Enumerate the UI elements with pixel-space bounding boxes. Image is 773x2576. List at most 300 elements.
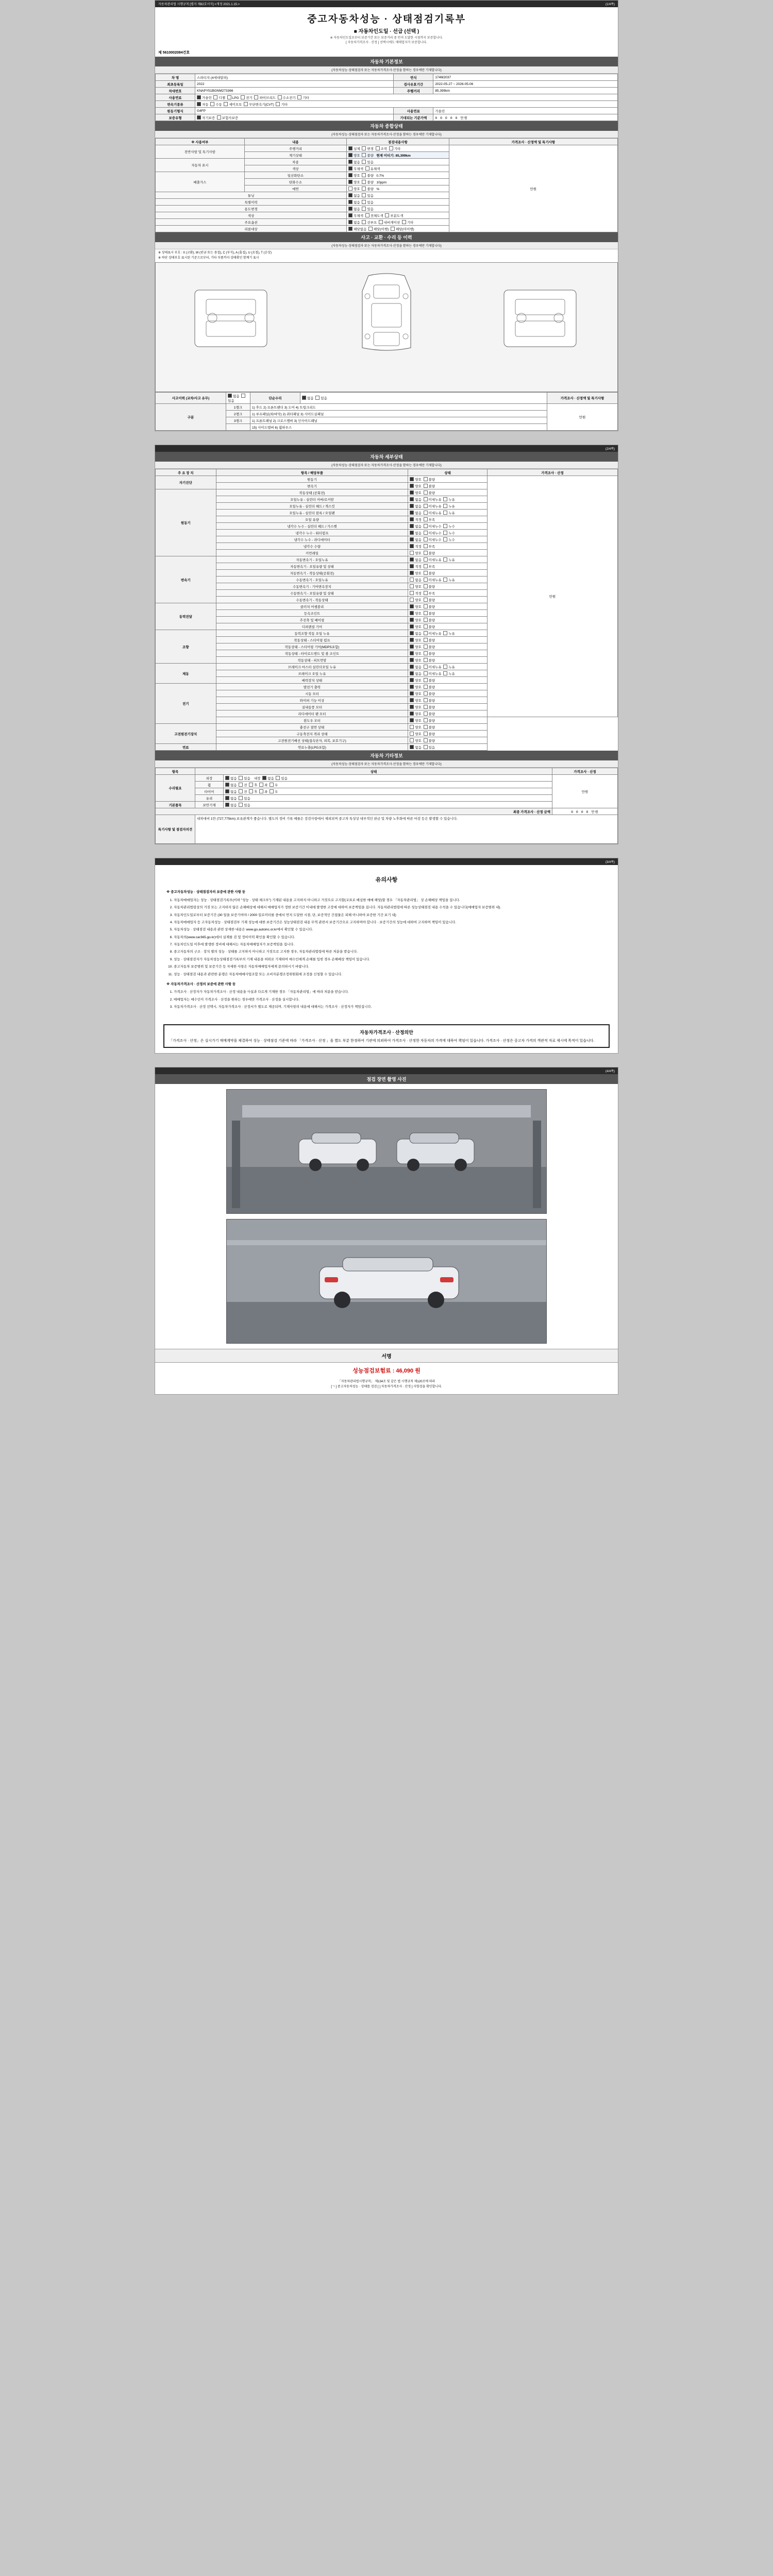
- state-mt-operation: [408, 597, 487, 603]
- checkbox-drivebat-good[interactable]: 양호: [410, 733, 422, 736]
- checkbox-tierod-good[interactable]: 양호: [410, 652, 422, 656]
- row-cat-emission: 배출가스: [156, 172, 245, 192]
- checkbox-option-none[interactable]: 없음: [348, 221, 360, 225]
- checkbox-at-leak-leak[interactable]: 누유: [443, 558, 455, 562]
- col-header-usage: ※ 사용여부: [156, 139, 245, 145]
- checkbox-co-good[interactable]: 양호: [348, 174, 360, 178]
- table-row: [156, 476, 618, 483]
- section-note-basic: (자동차성능·상태점검자 또는 자동차가격조사·산정을 함하는 경우에만 기재합니다): [155, 66, 618, 74]
- checkbox-color-mono[interactable]: 무채색: [348, 214, 363, 218]
- checkbox-cartype-yes[interactable]: 있음: [362, 161, 374, 164]
- checkbox-steerpump-bad[interactable]: 불량: [424, 639, 435, 642]
- state-hv-wiring: [408, 737, 487, 744]
- checkbox-coolant-head-slight[interactable]: 미세누수: [424, 525, 442, 529]
- checkbox-cv-good[interactable]: 양호: [410, 612, 422, 616]
- checkbox-tuning-none[interactable]: 없음: [348, 194, 360, 198]
- state-wheel: [224, 782, 552, 788]
- item-at-oil-leak: 자동변속기 - 오일누유: [216, 556, 408, 563]
- field-label-fuel2: 사용연료: [394, 108, 433, 114]
- checkbox-starter-good[interactable]: 양호: [410, 692, 422, 696]
- inspection-fee: [155, 1363, 618, 1378]
- section-note-other: (자동차성능·상태점검자 또는 자동차가격조사·산정을 함하는 경우에만 기재합니다): [155, 760, 618, 768]
- checkbox-coolant-rad-slight[interactable]: 미세누수: [424, 538, 442, 542]
- checkbox-mt-leak-leak[interactable]: 누유: [443, 579, 455, 582]
- checkbox-hc-bad[interactable]: 불량: [362, 181, 374, 184]
- state-at-oil-amount: [408, 563, 487, 570]
- section-title-photos: 점검 장면 촬영 사진: [155, 1074, 618, 1084]
- checkbox-at-amount-ok[interactable]: 적정: [410, 565, 422, 569]
- field-value-basevalue: 0 0 0 0 0 만원: [433, 114, 618, 121]
- checkbox-oil-head-none[interactable]: 없음: [410, 505, 422, 509]
- accident-price-value: 만원: [547, 404, 618, 431]
- checkbox-oil-cover-none[interactable]: 없음: [410, 498, 422, 502]
- vehicle-damage-diagram: [155, 262, 618, 392]
- item-coolant-radiator: 냉각수 누수 - 라디에이터: [216, 536, 408, 543]
- car-side-left-diagram: [186, 280, 278, 357]
- checkbox-commonrail-good[interactable]: 양호: [410, 552, 422, 555]
- item-hv-wiring: 고전원전기배선 상태(접속단자, 피복, 보호기구): [216, 737, 408, 744]
- state-alternator: [408, 684, 487, 690]
- state-tierod: [408, 650, 487, 657]
- checkbox-steer-leak-leak[interactable]: 누유: [443, 632, 455, 636]
- row-opts-special-history: [347, 199, 449, 206]
- row-opts-hc: [347, 179, 449, 185]
- checkbox-mileage-actual[interactable]: 실제: [348, 147, 360, 151]
- item-alternator: 발전기 출력: [216, 684, 408, 690]
- checkbox-winmotor-bad[interactable]: 불량: [424, 719, 435, 723]
- label-special-remarks: 특기사항 및 점검자의견: [156, 815, 195, 844]
- group-basic-items: 기본품목: [156, 802, 195, 808]
- section-title-overall: 자동차 종합상태: [155, 121, 618, 131]
- checkbox-glass-none[interactable]: 없음: [225, 797, 237, 801]
- state-engine-diag: [408, 476, 487, 483]
- checkbox-coolant-amount-ok[interactable]: 적정: [410, 545, 422, 549]
- checkbox-int-none[interactable]: 없음: [262, 777, 274, 781]
- item-oil-leak-cover: 오일누유 - 실린더 커버/로커암: [216, 496, 408, 503]
- checkbox-tire-rear[interactable]: 후: [249, 790, 257, 794]
- list-item: 2. 자동차관리법령상의 거짓 또는 고지하지 않은 손해배상에 대해서 매매업자가 정한 보증기간 이내에 발생한 고장에 대하여 보증책임을 집니다. 자동차관리법령에 따른 성능상태점검 내용 수칙을 수 있습니다(매매업자 보증범위 내).: [174, 905, 607, 910]
- checkbox-engine-diag-bad[interactable]: 불량: [424, 478, 435, 482]
- state-steering-pump: [408, 637, 487, 643]
- item-oil-leak-block: 오일누유 - 실린더 블록 / 오일팬: [216, 510, 408, 516]
- col-header-price: 가격조사 · 산정액 및 특기사항: [449, 139, 617, 145]
- field-value-firstreg: 2022: [195, 81, 394, 88]
- value-smoke: %: [376, 187, 380, 191]
- checkbox-hc-good[interactable]: 양호: [348, 181, 360, 184]
- field-value-fuel: [195, 94, 618, 101]
- checkbox-simple-none[interactable]: 없음: [302, 397, 314, 400]
- checkbox-at-leak-none[interactable]: 없음: [410, 558, 422, 562]
- checkbox-clutch-bad[interactable]: 불량: [424, 605, 435, 609]
- checkbox-chargeport-good[interactable]: 양호: [410, 726, 422, 730]
- checkbox-oil-cover-leak[interactable]: 누유: [443, 498, 455, 502]
- checkbox-mt-op-good[interactable]: 양호: [410, 599, 422, 602]
- checkbox-fuel-electric[interactable]: 전기: [241, 96, 253, 100]
- checkbox-hvwire-bad[interactable]: 불량: [424, 739, 435, 743]
- field-label-year: 연식: [394, 74, 433, 81]
- table-other-info: [155, 768, 618, 844]
- checkbox-coolant-head-leak[interactable]: 누수: [443, 525, 455, 529]
- page-number-1: (1/4쪽): [605, 3, 615, 6]
- state-clutch: [408, 603, 487, 610]
- field-value-engine: G4FP: [195, 108, 394, 114]
- value-co: 0.7%: [376, 174, 384, 178]
- row-name-smoke: 매연: [244, 185, 346, 192]
- field-value-inspection: 2022-05-27 ~ 2026-05-06: [433, 81, 618, 88]
- checkbox-winmotor-good[interactable]: 양호: [410, 719, 422, 723]
- checkbox-coolant-rad-none[interactable]: 없음: [410, 538, 422, 542]
- checkbox-oil-block-slight[interactable]: 미세누유: [424, 512, 442, 515]
- notice-list-1: [166, 897, 607, 977]
- table-row: [156, 775, 618, 782]
- row-opts-options: [347, 219, 449, 226]
- checkbox-at-op-bad[interactable]: 불량: [424, 572, 435, 575]
- section-title-accident: 사고 · 교환 · 수리 등 이력: [155, 232, 618, 242]
- table-detail-state: [155, 469, 618, 751]
- topbar-page-3: [155, 858, 618, 865]
- checkbox-master-none[interactable]: 없음: [410, 666, 422, 669]
- checkbox-pitman-good[interactable]: 양호: [410, 659, 422, 663]
- checkbox-wiper-good[interactable]: 양호: [410, 699, 422, 703]
- list-item: 4. 자동차매매업자 등 고자동차성능 · 상태점검부 기재 성능에 대한 보증기간은 성능상태점검 내용 무역 관련서 보증기간으로 고지하며야 합니다 · 보증기간의 성능에 대하여 고지하며 책임이 있습니다.: [174, 920, 607, 925]
- checkbox-pitman-bad[interactable]: 불량: [424, 659, 435, 663]
- checkbox-co-bad[interactable]: 불량: [362, 174, 374, 178]
- framebox-title: 자동차가격조사 · 산정의안: [360, 1030, 413, 1036]
- checkbox-fuelleak-none[interactable]: 없음: [410, 746, 422, 750]
- item-cv-joint: 등속조인트: [216, 610, 408, 617]
- document-footnote: [155, 1378, 618, 1394]
- item-pitman-arm: 작동상태 - 피트먼암: [216, 657, 408, 664]
- state-mt-gearshift: [408, 583, 487, 590]
- state-glass: [224, 795, 552, 802]
- checkbox-steerpump-good[interactable]: 양호: [410, 639, 422, 642]
- legend-line1: ※ 상태표시 부호 : X (교환), W (판금 또는 용접), C (부식), A (흠집), U (요철), T (손상): [158, 251, 272, 255]
- checkbox-special-yes[interactable]: 있음: [362, 201, 374, 205]
- checkbox-fuel-hybrid[interactable]: 하이브리드: [254, 96, 275, 100]
- diagram-legend: [155, 249, 618, 262]
- checkbox-option-nav[interactable]: 내비게이션: [379, 221, 400, 225]
- car-top-diagram: [338, 269, 435, 367]
- item-tierod: 작동상태 - 타이로드엔드 및 볼 조인트: [216, 650, 408, 657]
- page-number-3: (3/4쪽): [605, 861, 615, 865]
- table-row: [156, 145, 618, 152]
- checkbox-mt-amount-ok[interactable]: 적정: [410, 592, 422, 596]
- table-overall-state: [155, 138, 618, 232]
- item-differential: 디퍼렌셜 기어: [216, 623, 408, 630]
- parts-items-1: 1) 후드 2) 프론트팬더 3) 도어 4) 트렁크리드: [250, 404, 547, 411]
- state-blower-motor: [408, 704, 487, 710]
- checkbox-coolant-amount-low[interactable]: 부족: [424, 545, 435, 549]
- checkbox-tire-front[interactable]: 전: [239, 790, 247, 794]
- checkbox-safety-none[interactable]: 없음: [225, 804, 237, 807]
- checkbox-fuel-diesel[interactable]: 디젤: [213, 96, 225, 100]
- topbar-page-2: [155, 445, 618, 452]
- checkbox-oil-head-leak[interactable]: 누유: [443, 505, 455, 509]
- checkbox-blower-good[interactable]: 양호: [410, 706, 422, 709]
- checkbox-coolant-rad-leak[interactable]: 누수: [443, 538, 455, 542]
- checkbox-tierod-bad[interactable]: 불량: [424, 652, 435, 656]
- checkbox-steer-leak-none[interactable]: 없음: [410, 632, 422, 636]
- checkbox-mt-amount-low[interactable]: 부족: [424, 592, 435, 596]
- checkbox-steer-leak-slight[interactable]: 미세누유: [424, 632, 442, 636]
- checkbox-smoke-good[interactable]: 양호: [348, 188, 360, 191]
- checkbox-engine-idle-good[interactable]: 양호: [410, 492, 422, 495]
- state-oil-leak-block: [408, 510, 487, 516]
- item-charge-port: 충전구 절연 상태: [216, 724, 408, 731]
- checkbox-engine-diag-good[interactable]: 양호: [410, 478, 422, 482]
- label-parts-header: 구분: [156, 404, 226, 431]
- checkbox-oil-block-leak[interactable]: 누유: [443, 512, 455, 515]
- checkbox-cv-bad[interactable]: 불량: [424, 612, 435, 616]
- checkbox-ext-none[interactable]: 없음: [225, 777, 237, 781]
- checkbox-wheel-none[interactable]: 없음: [225, 784, 237, 787]
- checkbox-fuel-hydrogen[interactable]: 수소전기: [278, 96, 296, 100]
- value-simple-repair: [300, 393, 547, 404]
- car-side-right-diagram: [495, 280, 587, 357]
- state-oil-amount: [408, 516, 487, 523]
- framebox-text: 「가격조사 · 산정」은 실시가기 매매계약을 체결하여 성능 · 상태점검 기준에 따라 「가격조사 · 산정 」을 별도 부분 한정하여 기관에 의뢰하여 가격조사 · 산정한 자동차의 가격에 대하여 책임이 있습니다. 가격조사 · 산정은 중고차 가격의 객관적 자료 제시에 목적이 있습니다.: [169, 1039, 595, 1043]
- checkbox-mt-gear-good[interactable]: 양호: [410, 585, 422, 589]
- checkbox-mt-leak-none[interactable]: 없음: [410, 579, 422, 582]
- checkbox-warranty-ins[interactable]: 보험사보증: [217, 116, 238, 120]
- state-exterior: [224, 775, 552, 782]
- state-starter: [408, 690, 487, 697]
- checkbox-drivebat-bad[interactable]: 불량: [424, 733, 435, 736]
- state-coolant-pump: [408, 530, 487, 536]
- fee-separator: :: [392, 1368, 396, 1375]
- group-brake: 제동: [156, 664, 216, 684]
- checkbox-brakeoil-slight[interactable]: 미세누유: [424, 672, 442, 676]
- checkbox-oil-block-none[interactable]: 없음: [410, 512, 422, 515]
- checkbox-wheel-front[interactable]: 전: [239, 784, 247, 787]
- list-item: 2. 매매업자는 매수인이 가격조사 · 산정을 원하는 경우에만 가격조사 · 산정을 실시합니다.: [174, 997, 607, 1003]
- checkbox-tuning-yes[interactable]: 있음: [362, 194, 374, 198]
- checkbox-coolant-pump-slight[interactable]: 미세누수: [424, 532, 442, 535]
- field-label-firstreg: 최초등록일: [156, 81, 195, 88]
- checkbox-ext-yes[interactable]: 있음: [239, 777, 250, 781]
- row-opts-color-mark: [347, 165, 449, 172]
- checkbox-glass-yes[interactable]: 있음: [239, 797, 250, 801]
- checkbox-oil-amount-ok[interactable]: 적정: [410, 518, 422, 522]
- checkbox-safety-yes[interactable]: 있음: [239, 804, 250, 807]
- row-name-special-history: 특별이력: [156, 199, 347, 206]
- checkbox-booster-bad[interactable]: 불량: [424, 679, 435, 683]
- checkbox-fuelleak-yes[interactable]: 있음: [424, 746, 435, 750]
- checkbox-coolant-head-none[interactable]: 없음: [410, 525, 422, 529]
- state-master-cylinder: [408, 664, 487, 670]
- checkbox-special-none[interactable]: 없음: [348, 201, 360, 205]
- state-charge-port: [408, 724, 487, 731]
- parts-rank-3: 3랭크: [226, 417, 250, 424]
- checkbox-color-partial[interactable]: 부분도색: [385, 214, 403, 218]
- checkbox-master-slight[interactable]: 미세누유: [424, 666, 442, 669]
- checkbox-tire-right[interactable]: 우: [270, 790, 278, 794]
- checkbox-recall-notdone[interactable]: 해당(미이행): [391, 228, 414, 231]
- table-row: [156, 782, 618, 788]
- checkbox-trans-cvt[interactable]: 무단변속기(CVT): [244, 103, 274, 107]
- state-engine-idle: [408, 489, 487, 496]
- list-item: 1. 자동차매매업자는 성능 · 상태점검기록부(이하 "성능 · 상태 체크부") 기재된 내용을 고지하지 아니하고 거짓으로 고지할(교표로 배심한 매매 해당)할 경우 「자동차관리법」 상 손해배상 책임을 집니다.: [174, 897, 607, 903]
- checkbox-clutch-good[interactable]: 양호: [410, 605, 422, 609]
- checkbox-prop-bad[interactable]: 불량: [424, 619, 435, 622]
- checkbox-hvwire-good[interactable]: 양호: [410, 739, 422, 743]
- checkbox-brakeoil-leak[interactable]: 누유: [443, 672, 455, 676]
- checkbox-coolant-pump-none[interactable]: 없음: [410, 532, 422, 535]
- field-label-inspection: 검사유효기간: [394, 81, 433, 88]
- table-row: [156, 717, 618, 724]
- checkbox-wheel-right[interactable]: 우: [270, 784, 278, 787]
- checkbox-colormark-mono[interactable]: 무채색: [348, 167, 363, 171]
- checkbox-engine-idle-bad[interactable]: 불량: [424, 492, 435, 495]
- fee-label: 성능점검보험료: [352, 1368, 391, 1375]
- item-mt-gearshift: 수동변속기 - 기어변속장치: [216, 583, 408, 590]
- state-brake-oil: [408, 670, 487, 677]
- state-at-oil-leak: [408, 556, 487, 563]
- item-coolant-pump: 냉각수 누수 - 워터펌프: [216, 530, 408, 536]
- checkbox-booster-good[interactable]: 양호: [410, 679, 422, 683]
- item-at-oil-amount: 자동변속기 - 오일유량 및 상태: [216, 563, 408, 570]
- table-row: [156, 731, 618, 737]
- parts-rank-4: [226, 424, 250, 431]
- checkbox-trans-diag-bad[interactable]: 불량: [424, 485, 435, 488]
- checkbox-diff-bad[interactable]: 불량: [424, 625, 435, 629]
- checkbox-alt-good[interactable]: 양호: [410, 686, 422, 689]
- item-master-cylinder: 브레이크 마스터 실린더오일 누유: [216, 664, 408, 670]
- checkbox-meter-bad[interactable]: 불량: [362, 154, 374, 158]
- item-steering-oil-leak: 동력조향 작동 오일 누유: [216, 630, 408, 637]
- field-label-vin: 차대번호: [156, 88, 195, 94]
- overall-price-note: 만원: [449, 145, 617, 232]
- header-note-line2: [ 자동차가격조사 · 산정 ] 선택시에도 매매업자가 보증합니다.: [346, 41, 427, 44]
- item-wheel: 휠: [195, 782, 224, 788]
- field-label-mileage: 주행거리: [394, 88, 433, 94]
- checkbox-mileage-tampered[interactable]: 조작: [376, 147, 388, 151]
- checkbox-radfan-good[interactable]: 양호: [410, 713, 422, 716]
- checkbox-brakeoil-none[interactable]: 없음: [410, 672, 422, 676]
- checkbox-at-op-good[interactable]: 양호: [410, 572, 422, 575]
- checkbox-wheel-left[interactable]: 좌: [259, 784, 267, 787]
- checkbox-trans-etc[interactable]: 기타: [276, 103, 288, 107]
- checkbox-fuel-etc[interactable]: 기타: [297, 96, 309, 100]
- checkbox-oil-cover-slight[interactable]: 미세누유: [424, 498, 442, 502]
- checkbox-radfan-bad[interactable]: 불량: [424, 713, 435, 716]
- checkbox-prop-good[interactable]: 양호: [410, 619, 422, 622]
- section-note-overall: (자동차성능·상태점검자 또는 자동차가격조사·산정을 함하는 경우에만 기재합니다): [155, 131, 618, 138]
- checkbox-master-leak[interactable]: 누유: [443, 666, 455, 669]
- item-engine-diag: 원동기: [216, 476, 408, 483]
- checkbox-trans-manual[interactable]: 수동: [210, 103, 222, 107]
- state-coolant-head: [408, 523, 487, 530]
- checkbox-oil-head-slight[interactable]: 미세누유: [424, 505, 442, 509]
- checkbox-steergear-good[interactable]: 양호: [410, 646, 422, 649]
- sheet-page-2: [155, 445, 618, 844]
- group-engine: 원동기: [156, 489, 216, 556]
- table-row: [156, 74, 618, 81]
- value-hc: 10ppm: [376, 180, 387, 184]
- checkbox-commonrail-bad[interactable]: 불량: [424, 552, 435, 555]
- checkbox-chargeport-bad[interactable]: 불량: [424, 726, 435, 730]
- row-opts-smoke: [347, 185, 449, 192]
- checkbox-meter-good[interactable]: 양호: [348, 154, 360, 158]
- state-cv-joint: [408, 610, 487, 617]
- item-common-rail: 커먼레일: [216, 550, 408, 556]
- checkbox-mt-op-bad[interactable]: 불량: [424, 599, 435, 602]
- checkbox-mt-leak-slight[interactable]: 미세누유: [424, 579, 442, 582]
- item-propeller-shaft: 추진축 및 베어링: [216, 617, 408, 623]
- label-accident-history: 사고이력 (교차/사고 유무): [156, 393, 226, 404]
- state-oil-leak-cover: [408, 496, 487, 503]
- field-value-mileage: 85,399km: [433, 88, 618, 94]
- checkbox-fuel-gasoline[interactable]: 가솔린: [197, 96, 212, 100]
- checkbox-int-yes[interactable]: 있음: [276, 777, 288, 781]
- item-coolant-head: 냉각수 누수 - 실린더 헤드 / 가스켓: [216, 523, 408, 530]
- item-glass: 유리: [195, 795, 224, 802]
- checkbox-accident-yes[interactable]: 있음: [228, 395, 246, 403]
- group-fuel: 연료: [156, 744, 216, 751]
- checkbox-option-etc[interactable]: 기타: [402, 221, 414, 225]
- checkbox-oil-amount-low[interactable]: 부족: [424, 518, 435, 522]
- checkbox-option-sunroof[interactable]: 선루프: [362, 221, 377, 225]
- checkbox-mileage-etc[interactable]: 기타: [389, 147, 401, 151]
- item-mt-oil-leak: 수동변속기 - 오일누유: [216, 577, 408, 583]
- checkbox-alt-bad[interactable]: 불량: [424, 686, 435, 689]
- checkbox-wiper-bad[interactable]: 불량: [424, 699, 435, 703]
- page-number-4: (4/4쪽): [605, 1070, 615, 1074]
- checkbox-starter-bad[interactable]: 불량: [424, 692, 435, 696]
- checkbox-trans-diag-good[interactable]: 양호: [410, 485, 422, 488]
- row-name-co: 일산화탄소: [244, 172, 346, 179]
- checkbox-smoke-bad[interactable]: 불량: [362, 188, 374, 191]
- checkbox-recall-na[interactable]: 해당없음: [348, 228, 366, 231]
- checkbox-color-full[interactable]: 전체도색: [365, 214, 383, 218]
- checkbox-mt-gear-bad[interactable]: 불량: [424, 585, 435, 589]
- checkbox-colormark-chroma[interactable]: 유채색: [365, 167, 380, 171]
- row-cat-vehicle-mark: 자동차 표시: [156, 159, 245, 172]
- checkbox-simple-yes[interactable]: 있음: [315, 397, 327, 400]
- checkbox-diff-good[interactable]: 양호: [410, 625, 422, 629]
- checkbox-tire-none[interactable]: 없음: [225, 790, 237, 794]
- checkbox-usage-none[interactable]: 없음: [348, 208, 360, 211]
- checkbox-warranty-self[interactable]: 자기보증: [197, 116, 215, 120]
- group-powertrain: 동력전달: [156, 603, 216, 630]
- checkbox-steergear-bad[interactable]: 불량: [424, 646, 435, 649]
- checkbox-usage-yes[interactable]: 있음: [362, 208, 374, 211]
- checkbox-tire-left[interactable]: 좌: [259, 790, 267, 794]
- checkbox-coolant-pump-leak[interactable]: 누수: [443, 532, 455, 535]
- row-opts-usage-change: [347, 206, 449, 212]
- state-steering-gear: [408, 643, 487, 650]
- checkbox-accident-none[interactable]: 없음: [228, 395, 240, 398]
- checkbox-at-amount-low[interactable]: 부족: [424, 565, 435, 569]
- group-steering: 조향: [156, 630, 216, 664]
- inspection-photo-rear: [226, 1219, 547, 1344]
- table-row: [156, 724, 618, 731]
- item-safety-equip: 보안기재: [195, 802, 224, 808]
- checkbox-trans-auto[interactable]: 자동: [197, 103, 209, 107]
- checkbox-recall-done[interactable]: 해당(이행): [368, 228, 389, 231]
- col-header-other-price: 가격조사 · 산정: [552, 768, 618, 775]
- checkbox-at-leak-slight[interactable]: 미세누유: [424, 558, 442, 562]
- checkbox-trans-semi[interactable]: 세미오토: [224, 103, 242, 107]
- item-fuel-leak: 연료누출(LPG포함): [216, 744, 408, 751]
- checkbox-mileage-changed[interactable]: 변경: [362, 147, 374, 151]
- parts-items-2: 1) 루프패널(외/바닥) 2) 쿼터패널 3) 사이드실패널: [250, 411, 547, 417]
- checkbox-fuel-lpg[interactable]: LPG: [227, 96, 239, 100]
- checkbox-wheel-rear[interactable]: 후: [249, 784, 257, 787]
- field-value-year: 174M2037: [433, 74, 618, 81]
- checkbox-cartype-none[interactable]: 없음: [348, 161, 360, 164]
- checkbox-blower-bad[interactable]: 불량: [424, 706, 435, 709]
